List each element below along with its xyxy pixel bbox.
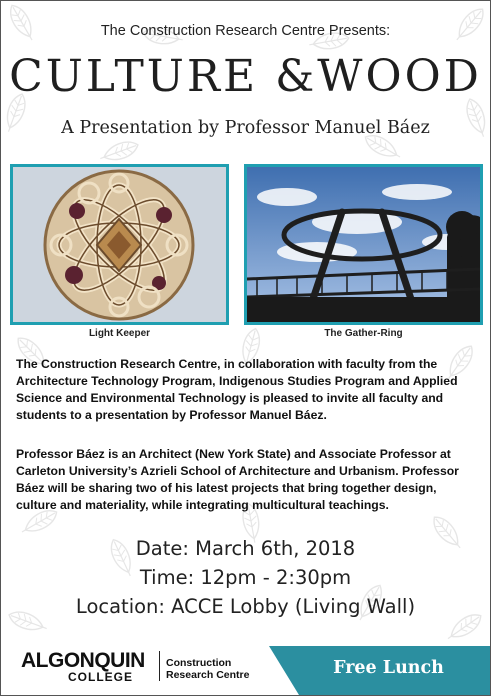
image-caption: The Gather-Ring bbox=[324, 328, 403, 339]
intro-paragraph: The Construction Research Centre, in collaboration with faculty from the Architecture Technology Program, Indigenous Studies Program and Applied Science and Environmental Technology is pleased to invite all faculty and students to a presentation by Professor Manuel Báez. bbox=[16, 357, 458, 422]
presenter-line: The Construction Research Centre Presents: bbox=[100, 23, 391, 39]
gather-ring-image bbox=[244, 164, 483, 325]
poster-subtitle: A Presentation by Professor Manuel Báez bbox=[61, 118, 430, 138]
poster-title: CULTURE &WOOD bbox=[9, 51, 482, 102]
wood-sculpture-illustration bbox=[13, 167, 226, 322]
event-time: Time: 12pm - 2:30pm bbox=[139, 566, 352, 589]
light-keeper-image bbox=[10, 164, 229, 325]
department-line: Research Centre bbox=[166, 669, 250, 681]
gather-ring-illustration bbox=[247, 167, 480, 322]
department-name bbox=[166, 657, 286, 681]
bio-paragraph: Professor Báez is an Architect (New York State) and Associate Professor at Carleton University’s Azrieli School of Architecture and Urbanism. Professor Báez will be sharing two of his latest projects that bring together design, culture and materiality, while integrating multicultural teachings. bbox=[16, 447, 459, 512]
logo-subtitle: COLLEGE bbox=[68, 670, 134, 684]
department-line: Construction bbox=[166, 657, 232, 669]
logo-wordmark: ALGONQUIN bbox=[21, 649, 145, 672]
event-location: Location: ACCE Lobby (Living Wall) bbox=[75, 595, 416, 618]
free-lunch-label: Free Lunch bbox=[333, 658, 444, 678]
logo-divider bbox=[159, 651, 160, 681]
image-caption: Light Keeper bbox=[88, 328, 151, 339]
event-date: Date: March 6th, 2018 bbox=[135, 537, 356, 560]
